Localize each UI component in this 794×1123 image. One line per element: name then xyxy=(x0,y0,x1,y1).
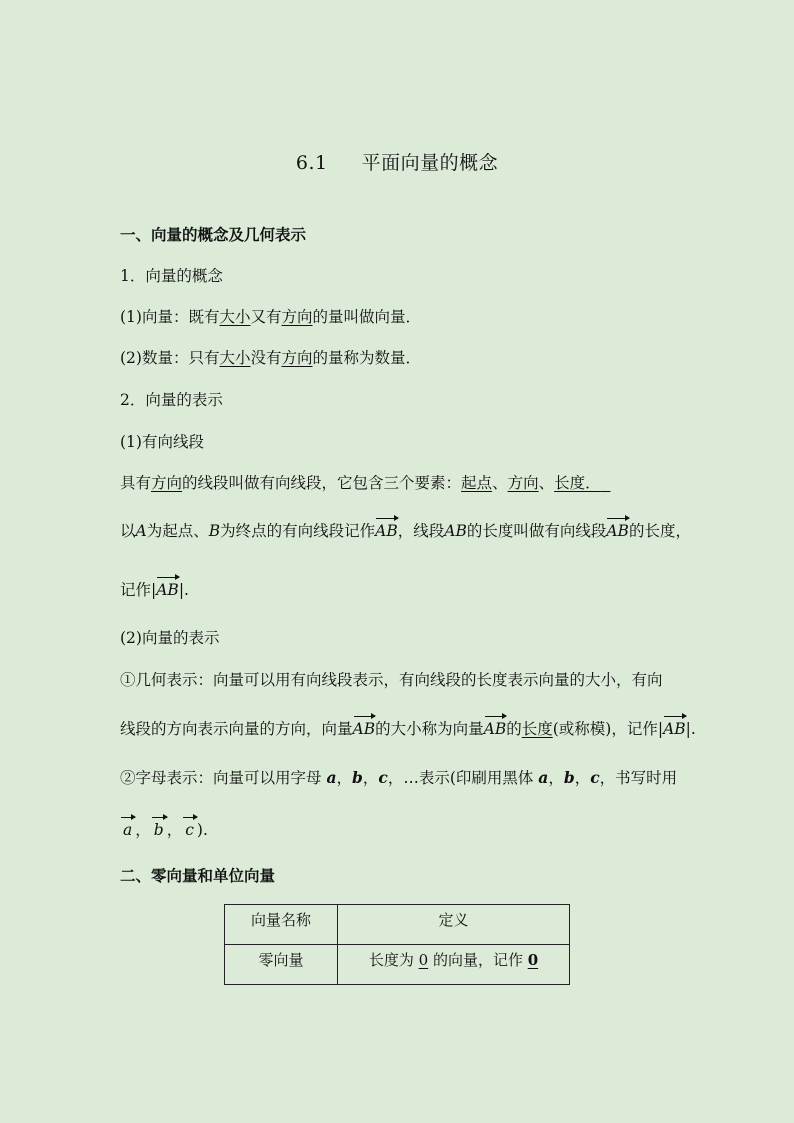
text: 具有 xyxy=(120,474,152,492)
text: 又有 xyxy=(250,308,282,326)
text: 的量称为数量． xyxy=(312,349,422,367)
blank-zero: 0 xyxy=(418,951,429,969)
ab-notation-line xyxy=(120,519,691,541)
geometric-representation-line2 xyxy=(120,717,696,739)
text: (1)向量：既有 xyxy=(120,308,220,326)
table-header-row xyxy=(225,905,570,945)
vector-representation-title: (2)向量的表示 xyxy=(120,629,220,647)
vector-ab: AB xyxy=(483,720,507,738)
blank-length: 长度． xyxy=(554,474,601,492)
text: (或称模)，记作| xyxy=(552,720,664,738)
point-a: A xyxy=(135,522,147,540)
text: 的量叫做向量． xyxy=(312,308,422,326)
section2-heading: 二、零向量和单位向量 xyxy=(120,867,276,885)
text: ，线段 xyxy=(397,522,445,540)
text: (2)数量：只有 xyxy=(120,349,220,367)
blank-start-point: 起点 xyxy=(461,474,493,492)
text: ，…表示(印刷用黑体 xyxy=(387,769,539,787)
column-header: 定义 xyxy=(338,905,570,945)
text: 的线段叫做有向线段，它包含三个要素： xyxy=(182,474,462,492)
vector-ab: AB xyxy=(352,720,376,738)
vector-a: a xyxy=(120,821,135,839)
text: 没有 xyxy=(250,349,282,367)
text: 记作| xyxy=(120,581,157,599)
blank-magnitude: 大小 xyxy=(219,349,251,367)
vector-definition-table xyxy=(224,904,570,985)
text: 的长度， xyxy=(628,522,691,540)
vector-definition xyxy=(120,305,421,327)
geometric-representation-line1: ①几何表示：向量可以用有向线段表示，有向线段的长度表示向量的大小，有向 xyxy=(120,671,663,689)
text: ， xyxy=(166,821,183,839)
item1-title: 1．向量的概念 xyxy=(120,267,223,285)
title-text: 平面向量的概念 xyxy=(361,152,499,174)
text: 以 xyxy=(120,522,136,540)
text: |. xyxy=(685,720,696,738)
letter-a: a xyxy=(326,768,337,787)
text: 、 xyxy=(538,474,555,492)
vector-ab: AB xyxy=(606,522,629,540)
text: ， xyxy=(574,769,591,787)
item2-title: 2．向量的表示 xyxy=(120,391,223,409)
vector-b: b xyxy=(151,821,167,839)
text: 为起点、 xyxy=(146,522,209,540)
text: 的大小称为向量 xyxy=(375,720,484,738)
text: |. xyxy=(178,581,189,599)
vector-c: c xyxy=(182,821,197,839)
blank-direction: 方向 xyxy=(151,474,183,492)
segment-ab: AB xyxy=(444,522,467,540)
letter-b: b xyxy=(352,768,363,787)
blank-magnitude: 大小 xyxy=(219,308,251,326)
column-header: 向量名称 xyxy=(225,905,338,945)
vector-ab: AB xyxy=(375,522,398,540)
text: 线段的方向表示向量的方向，向量 xyxy=(120,720,353,738)
text: ). xyxy=(196,821,208,839)
vector-ab: AB xyxy=(156,581,179,599)
blank-direction: 方向 xyxy=(281,308,313,326)
underline-tail xyxy=(601,474,611,492)
text: ，书写时用 xyxy=(599,769,678,787)
text: 为终点的有向线段记作 xyxy=(220,522,376,540)
bold-letter-b: b xyxy=(563,768,575,787)
text: 、 xyxy=(492,474,508,492)
letter-representation-line1 xyxy=(120,766,677,788)
directed-segment-definition xyxy=(120,471,610,493)
letter-c: c xyxy=(378,768,388,787)
text: 长度为 xyxy=(368,951,419,969)
blank-length: 长度 xyxy=(521,720,553,738)
page-title xyxy=(0,148,794,175)
title-number: 6.1 xyxy=(295,152,328,174)
directed-segment-title: (1)有向线段 xyxy=(120,433,204,451)
zero-vector-symbol: 0 xyxy=(527,951,539,969)
blank-direction: 方向 xyxy=(507,474,539,492)
text: ， xyxy=(362,769,379,787)
text: 的长度叫做有向线段 xyxy=(466,522,607,540)
text: 的 xyxy=(506,720,522,738)
point-b: B xyxy=(208,522,221,540)
text: 的向量，记作 xyxy=(428,951,528,969)
text: ， xyxy=(336,769,352,787)
definition-cell xyxy=(338,945,570,985)
blank-direction: 方向 xyxy=(281,349,313,367)
ab-length-notation xyxy=(120,578,189,600)
table-row xyxy=(225,945,570,985)
vector-name-cell: 零向量 xyxy=(225,945,338,985)
section1-heading: 一、向量的概念及几何表示 xyxy=(120,226,307,244)
letter-representation-line2 xyxy=(120,818,208,840)
text: ， xyxy=(135,821,151,839)
scalar-definition xyxy=(120,346,421,368)
text: ②字母表示：向量可以用字母 xyxy=(120,769,327,787)
bold-letter-c: c xyxy=(590,768,600,787)
text: ， xyxy=(548,769,564,787)
bold-letter-a: a xyxy=(538,768,549,787)
vector-ab: AB xyxy=(663,720,686,738)
